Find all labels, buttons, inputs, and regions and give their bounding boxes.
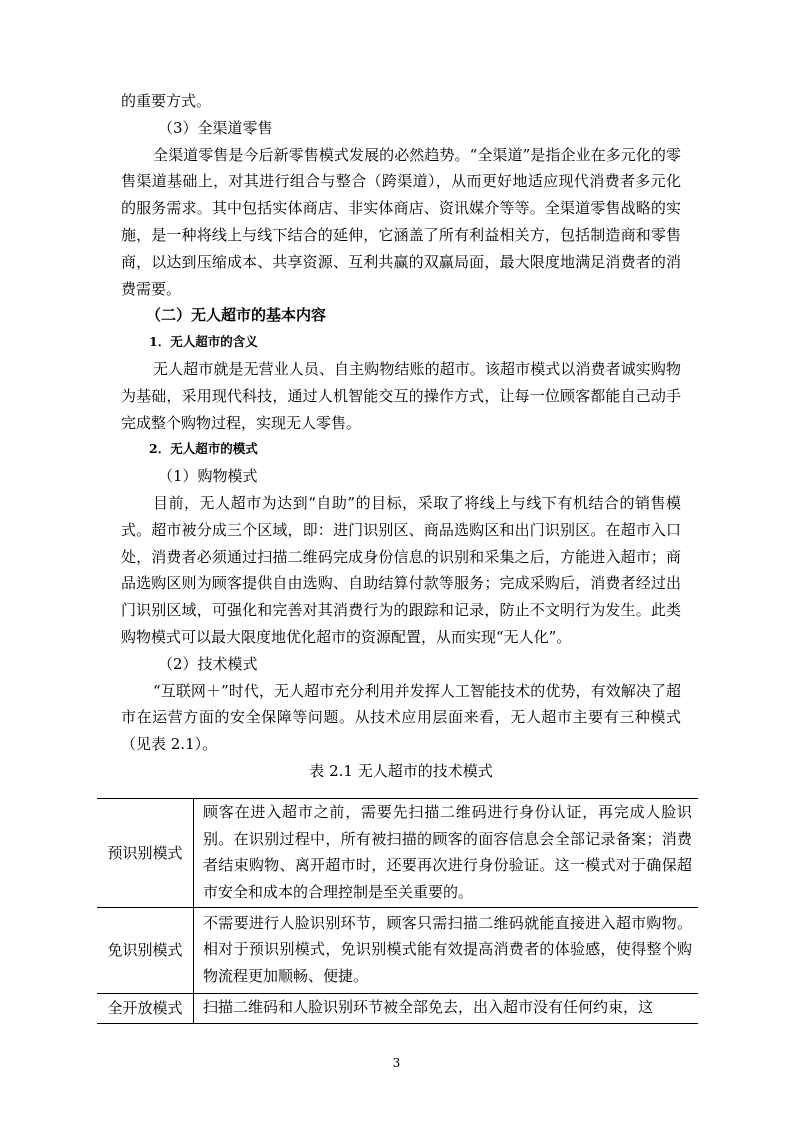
page-body	[121, 88, 681, 784]
subheading-shopping-mode: （1）购物模式	[158, 467, 258, 486]
table-row	[97, 994, 698, 1024]
table-row-label: 免识别模式	[97, 908, 194, 994]
table-caption: 表 2.1 无人超市的技术模式	[309, 761, 493, 780]
table-row-label: 全开放模式	[97, 994, 194, 1024]
page-number: 3	[392, 1056, 401, 1070]
subheading-omnichannel: （3）全渠道零售	[158, 118, 273, 137]
table-row-label: 预识别模式	[97, 799, 194, 908]
paragraph-tech-mode: “互联网＋”时代，无人超市充分利用并发挥人工智能技术的优势，有效解决了超市在运营方面的安全保障等问题。从技术应用层面来看，无人超市主要有三种模式（见表 2.1）。	[121, 681, 681, 754]
paragraph-omnichannel: 全渠道零售是今后新零售模式发展的必然趋势。“全渠道”是指企业在多元化的零售渠道基础上，对其进行组合与整合（跨渠道），从而更好地适应现代消费者多元化的服务需求。其中包括实体商店、非实体商店、资讯媒介等等。全渠道零售战略的实施，是一种将线上与线下结合的延伸，它涵盖了所有利益相关方，包括制造商和零售商，以达到压缩成本、共享资源、互利共赢的双赢局面，最大限度地满足消费者的消费需要。	[121, 145, 681, 298]
paragraph-continuation: 的重要方式。	[121, 92, 212, 110]
section-heading: （二）无人超市的基本内容	[146, 306, 327, 325]
heading-modes: 2．无人超市的模式	[149, 441, 258, 457]
table-row	[97, 908, 698, 994]
subheading-tech-mode: （2）技术模式	[158, 654, 258, 673]
paragraph-shopping-mode: 目前，无人超市为达到“自助”的目标，采取了将线上与线下有机结合的销售模式。超市被分成三个区域，即：进门识别区、商品选购区和出门识别区。在超市入口处，消费者必须通过扫描二维码完成身份信息的识别和采集之后，方能进入超市；商品选购区则为顾客提供自由选购、自助结算付款等服务；完成采购后，消费者经过出门识别区域，可强化和完善对其消费行为的跟踪和记录，防止不文明行为发生。此类购物模式可以最大限度地优化超市的资源配置，从而实现“无人化”。	[121, 493, 681, 646]
table-row-description: 不需要进行人脸识别环节，顾客只需扫描二维码就能直接进入超市购物。相对于预识别模式，免识别模式能有效提高消费者的体验感，使得整个购物流程更加顺畅、便捷。	[194, 908, 699, 994]
tech-mode-table	[97, 798, 698, 1024]
table-row-description: 顾客在进入超市之前，需要先扫描二维码进行身份认证，再完成人脸识别。在识别过程中，所有被扫描的顾客的面容信息会全部记录备案；消费者结束购物、离开超市时，还要再次进行身份验证。这一模式对于确保超市安全和成本的合理控制是至关重要的。	[194, 799, 699, 908]
heading-meaning: 1．无人超市的含义	[149, 334, 258, 350]
paragraph-meaning: 无人超市就是无营业人员、自主购物结账的超市。该超市模式以消费者诚实购物为基础，采用现代科技，通过人机智能交互的操作方式，让每一位顾客都能自己动手完成整个购物过程，实现无人零售。	[121, 359, 681, 432]
table-row	[97, 799, 698, 908]
table-row-description: 扫描二维码和人脸识别环节被全部免去，出入超市没有任何约束，这	[194, 994, 699, 1024]
